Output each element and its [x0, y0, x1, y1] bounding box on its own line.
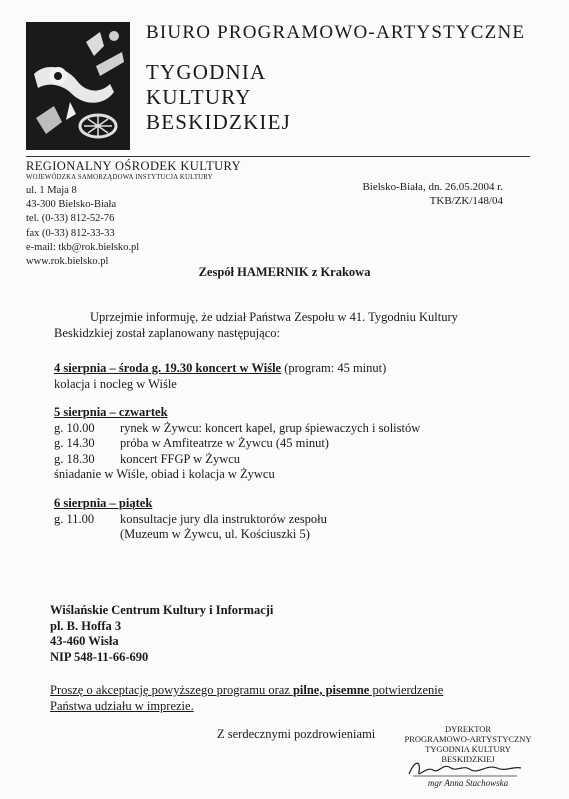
day3-row: [54, 512, 327, 543]
day3-text-line-1: konsultacje jury dla instruktorów zespołu: [120, 511, 327, 526]
header-office-name: BIURO PROGRAMOWO-ARTYSTYCZNE: [146, 22, 526, 43]
stamp-line-1: DYREKTOR: [444, 724, 492, 734]
recipient-street: pl. B. Hoffa 3: [50, 618, 122, 633]
request-part-1: Proszę o akceptację powyższego programu oraz: [50, 683, 293, 697]
day3-text: [120, 512, 327, 543]
day2-time-2: g. 14.30: [54, 436, 95, 450]
recipient-name: Wiślańskie Centrum Kultury i Informacji: [50, 603, 274, 617]
letter-title: Zespół HAMERNIK z Krakowa: [198, 265, 371, 279]
request-paragraph: [50, 683, 443, 714]
day2-heading: 5 sierpnia – czwartek: [54, 405, 168, 419]
address-phone: tel. (0-33) 812-52-76: [26, 213, 115, 225]
day2-time-1: g. 10.00: [54, 420, 95, 435]
letter-date: Bielsko-Biała, dn. 26.05.2004 r.: [362, 181, 503, 193]
day2-text-2: próba w Amfiteatrze w Żywcu (45 minut): [120, 436, 329, 450]
address-city: 43-300 Bielsko-Biała: [26, 199, 117, 211]
day2-row-1: [54, 421, 420, 437]
recipient-city: 43-460 Wisła: [50, 634, 119, 648]
request-emphasis: pilne, pisemne: [292, 683, 370, 697]
signature-scribble-icon: [405, 756, 525, 780]
address-street: ul. 1 Maja 8: [26, 185, 77, 196]
address-fax: fax (0-33) 812-33-33: [26, 227, 115, 239]
stamp-signatory: mgr Anna Stachowska: [427, 778, 509, 788]
day3-section: [54, 496, 327, 543]
day1-line: kolacja i nocleg w Wiśle: [54, 376, 177, 391]
address-email: e-mail: tkb@rok.bielsko.pl: [26, 241, 140, 253]
day2-section: [54, 405, 420, 483]
closing-greeting: Z serdecznymi pozdrowieniami: [217, 727, 376, 741]
handwritten-signature: [405, 756, 525, 780]
intro-paragraph: Uprzejmie informuję, że udział Państwa Zespołu w 41. Tygodniu Kultury Beskidzkiej został zaplanowany następująco:: [54, 310, 458, 340]
header-line-beskidzkiej: BESKIDZKIEJ: [146, 110, 292, 134]
day2-line: śniadanie w Wiśle, obiad i kolacja w Żywcu: [54, 467, 275, 481]
day2-time-3: g. 18.30: [54, 451, 95, 466]
org-name: REGIONALNY OŚRODEK KULTURY: [26, 159, 242, 173]
day3-heading: 6 sierpnia – piątek: [54, 496, 153, 510]
day2-text-1: rynek w Żywcu: koncert kapel, grup śpiewaczych i solistów: [120, 420, 421, 435]
day2-row-3: [54, 452, 420, 468]
org-subtitle: WOJEWÓDZKA SAMORZĄDOWA INSTYTUCJA KULTURY: [26, 174, 213, 181]
day1-duration: (program: 45 minut): [281, 361, 387, 375]
letter-reference: TKB/ZK/148/04: [429, 194, 503, 207]
org-address: [26, 184, 139, 269]
letter-date-block: [343, 181, 503, 208]
stamp-line-2: PROGRAMOWO-ARTYSTYCZNY: [404, 734, 532, 744]
header-line-tygodnia: TYGODNIA: [146, 60, 267, 84]
day2-row-2: [54, 436, 420, 452]
recipient-nip: NIP 548-11-66-690: [50, 649, 149, 664]
day3-time: g. 11.00: [54, 511, 95, 526]
request-line-1: [50, 683, 443, 699]
header-line-kultury: KULTURY: [146, 85, 252, 109]
request-part-3: potwierdzenie: [369, 683, 444, 697]
header-festival-name: [146, 60, 291, 135]
recipient-block: [50, 603, 273, 665]
day1-heading: 4 sierpnia – środa g. 19.30 koncert w Wiśle: [54, 361, 282, 375]
day2-text-3: koncert FFGP w Żywcu: [120, 451, 241, 466]
day1-section: [54, 361, 386, 392]
day1-heading-line: [54, 361, 386, 377]
folk-art-logo-icon: [26, 22, 130, 150]
day3-text-line-2: (Muzeum w Żywcu, ul. Kościuszki 5): [120, 527, 310, 541]
stamp-line-3: TYGODNIA KULTURY BESKIDZKIEJ: [425, 744, 511, 764]
logo-image: [26, 22, 130, 150]
header-divider: [26, 156, 530, 157]
request-line-2: Państwa udziału w imprezie.: [50, 698, 194, 713]
address-website: www.rok.bielsko.pl: [26, 256, 109, 268]
